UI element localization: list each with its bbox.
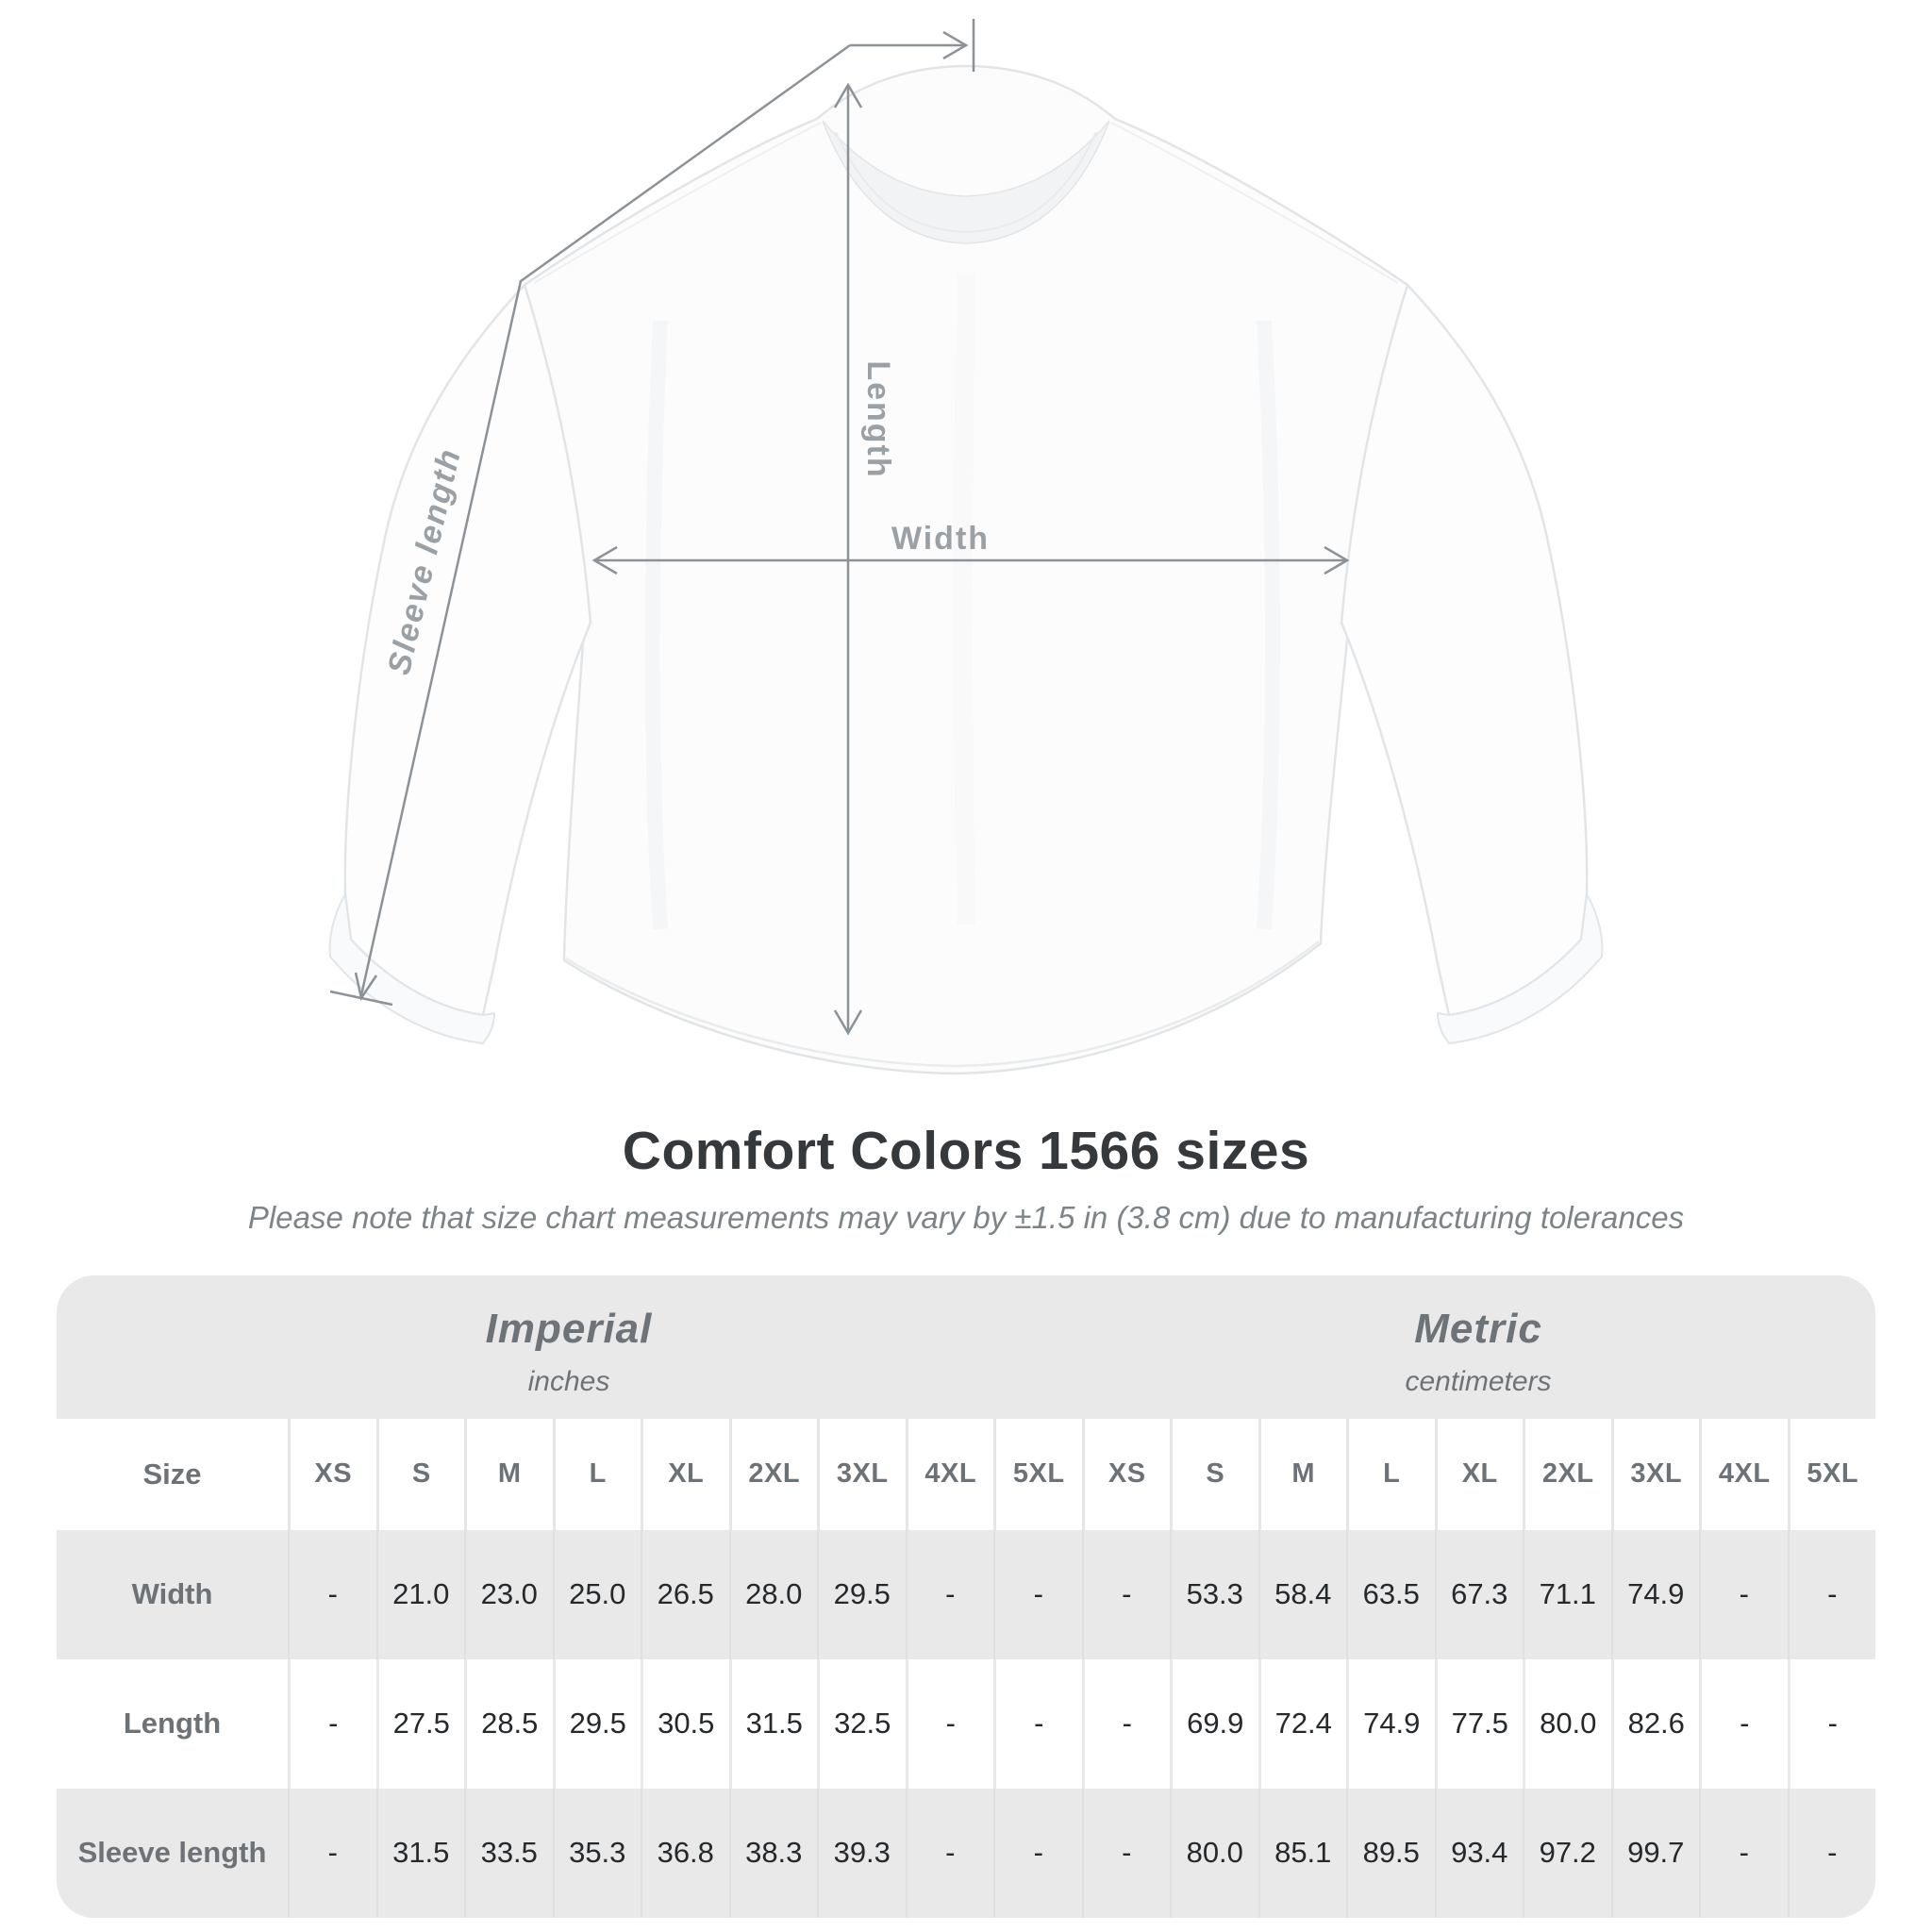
length-value-cell: 32.5: [817, 1659, 906, 1789]
length-value-cell: 31.5: [729, 1659, 818, 1789]
size-header-row: [57, 1419, 1875, 1530]
imperial-group-unit: inches: [527, 1365, 610, 1397]
width-row-label: Width: [57, 1530, 288, 1659]
unit-group-header-row: [57, 1275, 1875, 1419]
width-value-cell: 28.0: [729, 1530, 818, 1659]
size-col-header: XS: [288, 1419, 376, 1530]
shoulder-top-arrow: [850, 19, 974, 72]
size-col-header: 4XL: [906, 1419, 994, 1530]
size-col-header: M: [1258, 1419, 1347, 1530]
width-value-cell: 26.5: [641, 1530, 729, 1659]
width-value-cell: 29.5: [817, 1530, 906, 1659]
width-value-cell: 58.4: [1258, 1530, 1347, 1659]
sleeve-length-label: Sleeve length: [380, 444, 469, 678]
width-value-cell: 71.1: [1523, 1530, 1611, 1659]
length-value-cell: 80.0: [1523, 1659, 1611, 1789]
size-col-header: 2XL: [729, 1419, 818, 1530]
size-col-header: 5XL: [1788, 1419, 1876, 1530]
sleeve-value-cell: -: [1699, 1789, 1788, 1918]
width-value-cell: 21.0: [376, 1530, 465, 1659]
sleeve-value-cell: 35.3: [553, 1789, 641, 1918]
width-value-cell: -: [1699, 1530, 1788, 1659]
length-value-cell: 74.9: [1346, 1659, 1435, 1789]
length-value-cell: 27.5: [376, 1659, 465, 1789]
length-value-cell: -: [1699, 1659, 1788, 1789]
size-col-header: M: [464, 1419, 553, 1530]
width-value-cell: -: [288, 1530, 376, 1659]
sleeve-value-cell: 97.2: [1523, 1789, 1611, 1918]
length-value-cell: 28.5: [464, 1659, 553, 1789]
sleeve-value-cell: -: [288, 1789, 376, 1918]
size-col-header: L: [1346, 1419, 1435, 1530]
length-value-cell: 69.9: [1170, 1659, 1258, 1789]
length-value-cell: -: [906, 1659, 994, 1789]
length-row-label: Length: [57, 1659, 288, 1789]
fold-shading: [1264, 321, 1273, 929]
sleeve-value-cell: 80.0: [1170, 1789, 1258, 1918]
size-col-header: 3XL: [817, 1419, 906, 1530]
size-header-label: Size: [57, 1419, 288, 1530]
sleeve-value-cell: 36.8: [641, 1789, 729, 1918]
metric-group-name: Metric: [1414, 1305, 1542, 1352]
size-col-header: XL: [641, 1419, 729, 1530]
width-value-cell: 63.5: [1346, 1530, 1435, 1659]
sleeve-value-cell: 38.3: [729, 1789, 818, 1918]
size-col-header: S: [1170, 1419, 1258, 1530]
fold-shading: [963, 274, 966, 924]
length-value-cell: -: [1788, 1659, 1876, 1789]
length-value-cell: -: [1082, 1659, 1171, 1789]
sleeve-value-cell: 31.5: [376, 1789, 465, 1918]
sleeve-length-row: [57, 1789, 1875, 1918]
length-value-cell: 30.5: [641, 1659, 729, 1789]
metric-group-unit: centimeters: [1405, 1365, 1552, 1397]
width-label: Width: [891, 521, 991, 557]
width-value-cell: -: [906, 1530, 994, 1659]
width-value-cell: 74.9: [1611, 1530, 1700, 1659]
width-value-cell: -: [1788, 1530, 1876, 1659]
size-chart-table: [57, 1275, 1875, 1918]
sleeve-value-cell: 33.5: [464, 1789, 553, 1918]
tolerance-note: Please note that size chart measurements may vary by ±1.5 in (3.8 cm) due to manufacturing tolerances: [247, 1200, 1685, 1235]
sleeve-value-cell: -: [993, 1789, 1082, 1918]
sleeve-value-cell: -: [1788, 1789, 1876, 1918]
length-value-cell: 72.4: [1258, 1659, 1347, 1789]
sleeve-value-cell: 93.4: [1435, 1789, 1524, 1918]
sleeve-length-row-label: Sleeve length: [57, 1789, 288, 1918]
width-value-cell: 23.0: [464, 1530, 553, 1659]
sleeve-value-cell: 99.7: [1611, 1789, 1700, 1918]
width-value-cell: 25.0: [553, 1530, 641, 1659]
size-col-header: XS: [1082, 1419, 1171, 1530]
size-col-header: S: [376, 1419, 465, 1530]
imperial-group-name: Imperial: [485, 1305, 653, 1352]
size-col-header: XL: [1435, 1419, 1524, 1530]
length-value-cell: 29.5: [553, 1659, 641, 1789]
width-value-cell: 53.3: [1170, 1530, 1258, 1659]
width-value-cell: -: [993, 1530, 1082, 1659]
sleeve-value-cell: 85.1: [1258, 1789, 1347, 1918]
length-label: Length: [860, 360, 896, 479]
length-value-cell: 77.5: [1435, 1659, 1524, 1789]
size-col-header: 5XL: [993, 1419, 1082, 1530]
sleeve-value-cell: -: [1082, 1789, 1171, 1918]
length-value-cell: -: [288, 1659, 376, 1789]
length-value-cell: -: [993, 1659, 1082, 1789]
imperial-group-header: [57, 1275, 1081, 1419]
metric-group-header: [1081, 1275, 1875, 1419]
fold-shading: [653, 321, 660, 929]
width-value-cell: -: [1082, 1530, 1171, 1659]
sleeve-value-cell: 89.5: [1346, 1789, 1435, 1918]
sleeve-value-cell: -: [906, 1789, 994, 1918]
size-col-header: 2XL: [1523, 1419, 1611, 1530]
length-value-cell: 82.6: [1611, 1659, 1700, 1789]
width-row: [57, 1530, 1875, 1659]
right-sleeve: [1341, 285, 1587, 1015]
sweatshirt-illustration: [330, 66, 1603, 1074]
length-row: [57, 1659, 1875, 1789]
page-title: Comfort Colors 1566 sizes: [622, 1121, 1310, 1181]
sleeve-value-cell: 39.3: [817, 1789, 906, 1918]
size-col-header: L: [553, 1419, 641, 1530]
width-value-cell: 67.3: [1435, 1530, 1524, 1659]
size-col-header: 3XL: [1611, 1419, 1700, 1530]
size-col-header: 4XL: [1699, 1419, 1788, 1530]
